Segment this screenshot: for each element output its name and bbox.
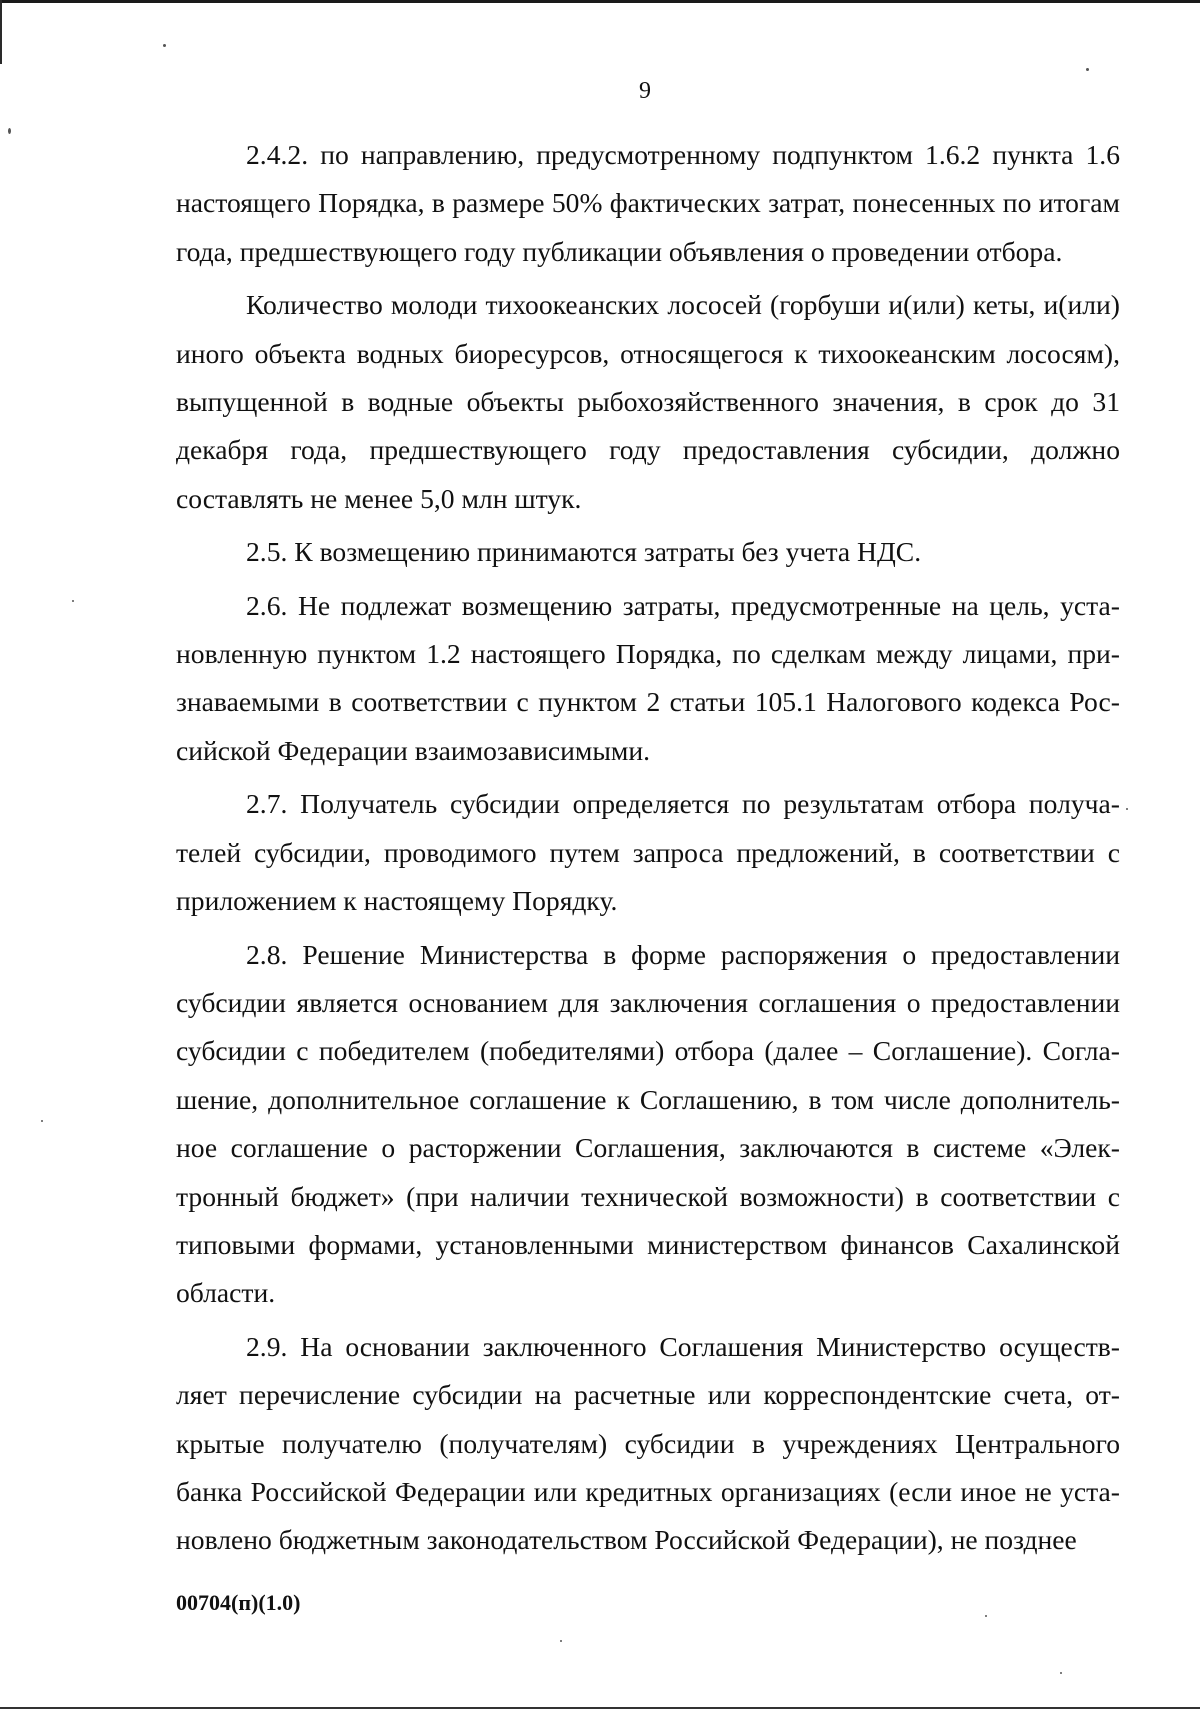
scan-speck (41, 1120, 43, 1122)
scan-speck (72, 600, 74, 602)
scan-speck (985, 1615, 987, 1617)
page-number: 9 (639, 78, 651, 104)
paragraph-2-7: 2.7. Получатель субсидии определяется по результатам отбора получателей субсидии, проводимого путем запроса предложений, в соответствии с приложением к настоящему Порядку. (176, 788, 1120, 917)
scan-edge-left (0, 0, 2, 64)
document-body (176, 131, 1120, 1570)
scan-edge-top (0, 0, 1200, 3)
scan-speck (1126, 808, 1128, 810)
scan-speck (8, 128, 11, 134)
paragraph-salmon-quantity: Количество молоди тихоокеанских лососей (горбуши и(или) кеты, и(или) иного объекта водных биоресурсов, относящегося к тихоокеанским лососям), выпущенной в водные объекты рыбохозяйственного значения, в срок до 31 декабря года, предшествующего году предоставления субсидии, должно составлять не менее 5,0 млн штук. (176, 289, 1120, 514)
paragraph-2-4-2: 2.4.2. по направлению, предусмотренному подпунктом 1.6.2 пункта 1.6 настоящего Порядка, в размере 50% фактических затрат, понесенных по итогам года, предшествующего году публикации объявления о проведении отбора. (176, 139, 1120, 267)
scan-edge-bottom (0, 1707, 1200, 1709)
scan-speck (1086, 68, 1089, 71)
paragraph-2-8: 2.8. Решение Министерства в форме распоряжения о предоставлении субсидии является основанием для заключения соглашения о предоставлении субсидии с победителем (победителями) отбора (далее – Соглашение). Соглашение, дополнительное соглашение к Соглашению, в том числе дополнительное соглашение о расторжении Соглашения, заключаются в системе «Электронный бюджет» (при наличии технической возможности) в соответствии с типовыми формами, установленными министерством финансов Сахалинской области. (176, 938, 1120, 1309)
document-code: 00704(п)(1.0) (176, 1590, 301, 1615)
paragraph-2-5: 2.5. К возмещению принимаются затраты без учета НДС. (246, 536, 922, 568)
scan-speck (1060, 1672, 1062, 1674)
scan-speck (163, 44, 166, 47)
paragraph-2-9: 2.9. На основании заключенного Соглашения Министерство осуществляет перечисление субсидии на расчетные или корреспондентские счета, открытые получателю (получателям) субсидии в учреждениях Центрального банка Российской Федерации или кредитных организациях (если иное не установлено бюджетным законодательством Российской Федерации), не позднее (176, 1330, 1120, 1556)
scan-speck (560, 1640, 562, 1642)
paragraph-2-6: 2.6. Не подлежат возмещению затраты, предусмотренные на цель, установленную пунктом 1.2 настоящего Порядка, по сделкам между лицами, признаваемыми в соответствии с пунктом 2 статьи 105.1 Налогового кодекса Российской Федерации взаимозависимыми. (176, 589, 1120, 766)
